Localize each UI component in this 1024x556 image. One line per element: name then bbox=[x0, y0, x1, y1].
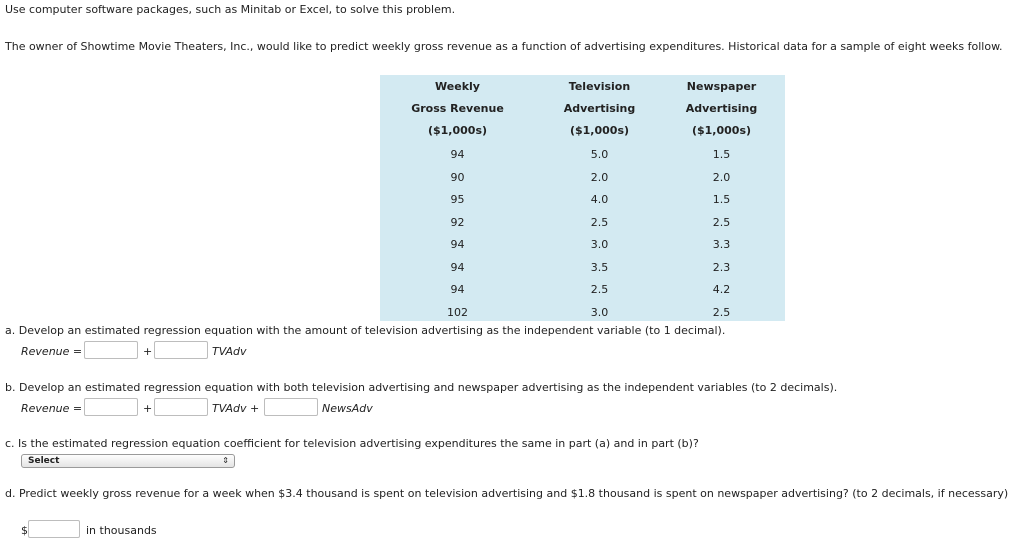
part-c-question: c. Is the estimated regression equation coefficient for television advertising expenditures the same in part (a) and in part (b)? bbox=[5, 437, 699, 450]
part-a-tvadv-label: TVAdv bbox=[212, 345, 247, 358]
part-b-tvadv-label: TVAdv + bbox=[212, 402, 260, 415]
header-newspaper-advertising: Newspaper Advertising ($1,000s) bbox=[685, 80, 758, 137]
cell-tv: 3.0 bbox=[590, 238, 609, 251]
cell-revenue: 92 bbox=[450, 215, 465, 229]
cell-revenue: 94 bbox=[450, 148, 465, 161]
part-a-question: a. Develop an estimated regression equation with the amount of television advertising as the independent variable (to 1 decimal). bbox=[5, 324, 726, 337]
cell-tv: 2.5 bbox=[590, 215, 609, 229]
cell-tv: 2.5 bbox=[590, 283, 609, 296]
part-c-select-value: Select bbox=[28, 456, 60, 466]
part-c-select[interactable] bbox=[21, 454, 235, 468]
header-gross-revenue: Weekly Gross Revenue ($1,000s) bbox=[411, 80, 504, 137]
cell-news: 2.5 bbox=[712, 215, 731, 229]
cell-news: 4.2 bbox=[712, 283, 731, 296]
cell-tv: 4.0 bbox=[590, 193, 609, 206]
cell-news: 3.3 bbox=[712, 238, 731, 251]
header-tv-advertising: Television Advertising ($1,000s) bbox=[563, 80, 636, 137]
part-b-newsadv-label: NewsAdv bbox=[322, 402, 373, 415]
part-b-news-coef-input[interactable] bbox=[264, 398, 318, 416]
cell-revenue: 95 bbox=[450, 193, 465, 206]
cell-news: 1.5 bbox=[712, 193, 731, 206]
part-d-question: d. Predict weekly gross revenue for a week when $3.4 thousand is spent on television advertising and $1.8 thousand is spent on newspaper advertising? (to 2 decimals, if necessary) bbox=[5, 487, 1009, 500]
part-b-plus: + bbox=[143, 402, 153, 415]
part-b-tv-coef-input[interactable] bbox=[154, 398, 208, 416]
part-b-revenue-label: Revenue = bbox=[21, 402, 83, 415]
part-d-unit: in thousands bbox=[86, 524, 157, 537]
cell-tv: 3.0 bbox=[590, 305, 609, 319]
intro-text: Use computer software packages, such as Minitab or Excel, to solve this problem. bbox=[5, 3, 456, 16]
cell-revenue: 94 bbox=[450, 283, 465, 296]
cell-tv: 2.0 bbox=[590, 170, 609, 184]
part-a-revenue-label: Revenue = bbox=[21, 345, 83, 358]
cell-revenue: 102 bbox=[447, 305, 468, 319]
part-a-plus: + bbox=[143, 345, 153, 358]
cell-revenue: 94 bbox=[450, 238, 465, 251]
part-d-currency: $ bbox=[21, 524, 28, 537]
cell-revenue: 94 bbox=[450, 260, 465, 274]
cell-news: 2.3 bbox=[712, 260, 731, 274]
part-b-question: b. Develop an estimated regression equation with both television advertising and newspaper advertising as the independent variables (to 2 decimals). bbox=[5, 381, 838, 394]
data-table bbox=[380, 75, 785, 321]
cell-news: 2.0 bbox=[712, 170, 731, 184]
problem-text: The owner of Showtime Movie Theaters, Inc., would like to predict weekly gross revenue as a function of advertising expenditures. Historical data for a sample of eight weeks follow. bbox=[5, 40, 1003, 53]
part-b-intercept-input[interactable] bbox=[84, 398, 138, 416]
cell-tv: 3.5 bbox=[590, 260, 609, 274]
part-a-intercept-input[interactable] bbox=[84, 341, 138, 359]
cell-news: 2.5 bbox=[712, 305, 731, 319]
cell-tv: 5.0 bbox=[590, 148, 609, 161]
part-d-prediction-input[interactable] bbox=[28, 520, 80, 538]
part-a-tv-coef-input[interactable] bbox=[154, 341, 208, 359]
chevron-updown-icon: ⇕ bbox=[222, 456, 229, 465]
cell-revenue: 90 bbox=[450, 170, 465, 184]
cell-news: 1.5 bbox=[712, 148, 731, 161]
